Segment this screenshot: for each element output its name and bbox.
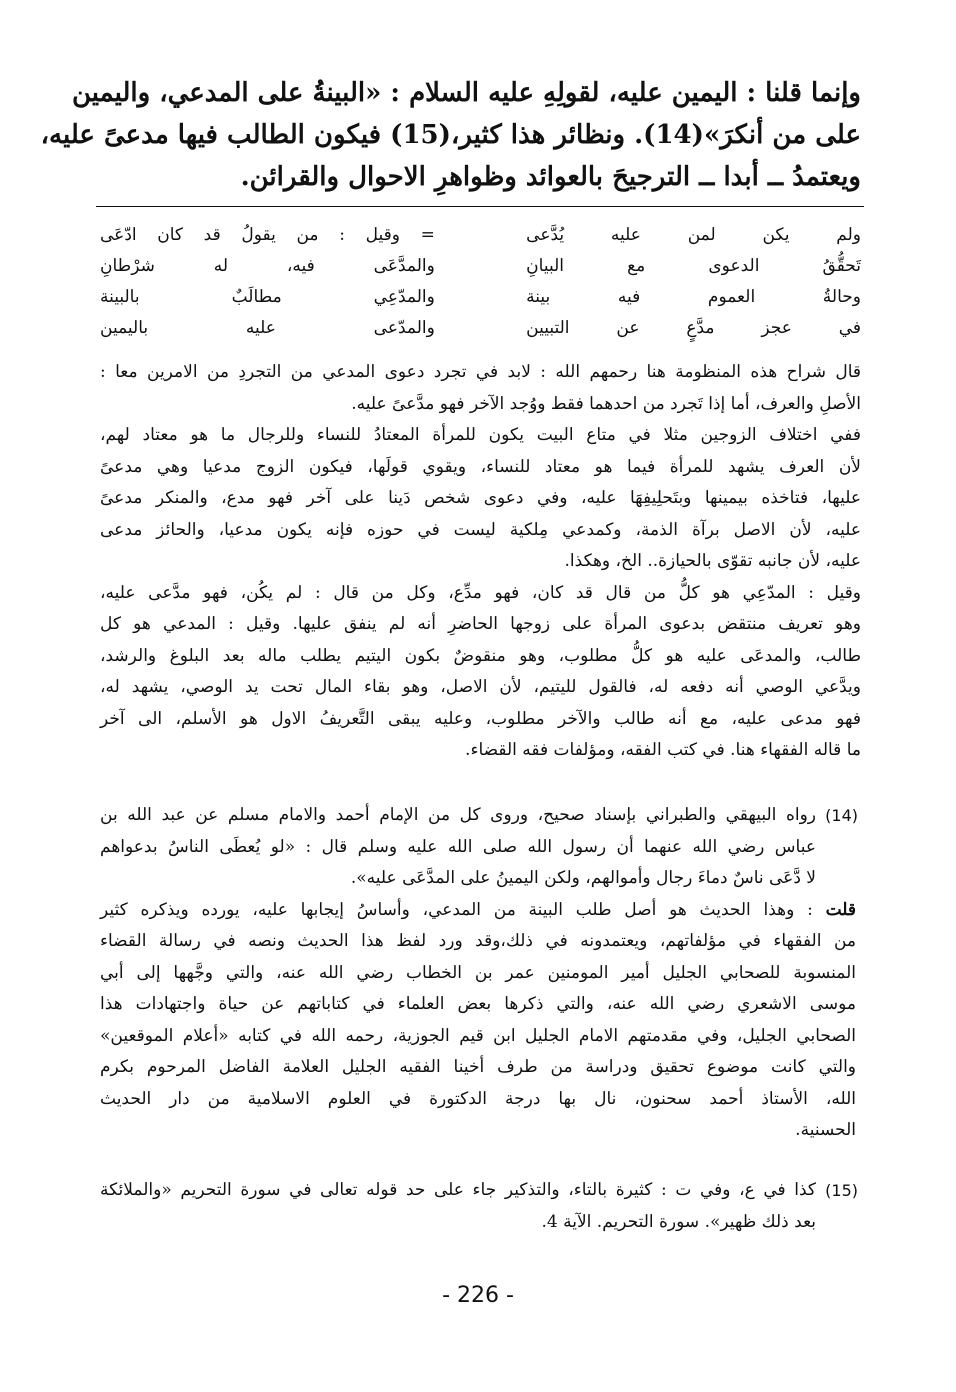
commentary <box>100 357 861 767</box>
verse-right-hemistich: = وقيل : من يقولُ قد كان ادّعَى <box>100 225 435 245</box>
verse-right-hemistich: والمدّعى عليه باليمين <box>100 318 435 338</box>
footnote-text <box>100 800 816 895</box>
main-text-line: وإنما قلنا : اليمين عليه، لقولِهِ عليه السلام : «البينةُ على المدعي، واليمين <box>71 78 861 108</box>
qult-label: قلت <box>825 899 857 920</box>
qult-note <box>100 895 856 1147</box>
text-line: ويدَّعي الوصي أنه دفعه له، فالقول لليتيم، لأن الاصل، وهو بقاء المال تحت يد الوصي، يشهد له، <box>100 677 861 697</box>
text-line: وقيل : المدّعِي هو كلُّ من قال قد كان، فهو مدِّع، وكل من قال : لم يكُن، فهو مدَّعى عليه، <box>100 582 861 603</box>
text-line: الحسنية. <box>795 1120 856 1140</box>
footnote-14 <box>100 800 856 1147</box>
text-line: فهو مدعى عليه، مع أنه طالب والآخر مطلوب، وعليه يبقى التَّعريفُ الاول هو الأسلم، الى آخر <box>100 708 861 729</box>
text-line: موسى الاشعري رضي الله عنه، والتي ذكرها بعض العلماء في كتاباتهم عن حياة واجتهادات هذا <box>100 994 856 1014</box>
page-number: - 226 - <box>442 1283 514 1308</box>
text-line: عليها، فتاخذه بيمينها وبتَحلِيفِهَا عليه، وفي دعوى شخص دَينا على آخر فهو مدع، والمنكر مدعىً <box>100 488 861 508</box>
footnote-text <box>100 1175 816 1238</box>
verse-left-hemistich: تَحقُّقُ الدعوى مع البيانِ <box>526 256 861 276</box>
text-line: لا دَّعَى ناسٌ دماءَ رجال وأموالهم، ولكن اليمينُ على المدَّعَى عليه». <box>350 868 816 888</box>
text-line: لأن العرف يشهد للمرأة فيما هو معتاد للنساء، ويقوي قولَها، فيكون الزوج مدعيا وهي مدعىً <box>100 456 861 477</box>
text-line: الأصلِ والعرف، أما إذا تَجرد من احدهما فقط ووُجد الآخر فهو مدَّعىً عليه. <box>351 393 861 414</box>
verse-left-hemistich: ولم يكن لمن عليه يُدَّعى <box>526 225 861 245</box>
commentary-paragraph <box>100 578 861 767</box>
verse-left-hemistich: وحالةُ العموم فيه بينة <box>526 287 861 307</box>
text-line: عليه، لأن الاصل برآة الذمة، وكمدعي مِلكية ليست في حوزه فإنه يكون مدعيا، والحائز مدعى <box>100 519 861 540</box>
footnote-15 <box>100 1175 856 1238</box>
text-line: عليه، لأن جانبه تقوّى بالحيازة.. الخ، وهكذا. <box>564 551 861 571</box>
main-text-line: على من أنكرَ»(14). ونظائر هذا كثير،(15) فيكون الطالب فيها مدعىً عليه، <box>40 120 861 150</box>
main-text <box>40 72 861 198</box>
text-line: والتي كانت موضوع تحقيق ودراسة من طرف أخينا الفقيه الجليل العلامة الفاضل المرحوم بكرم <box>100 1057 856 1077</box>
verse-left-hemistich: في عجز مدَّعٍ عن التبيين <box>526 318 861 338</box>
verse-row <box>100 251 861 282</box>
text-line: طالب، والمدعَى عليه هو كلُّ مطلوب، وهو منقوضٌ بكون اليتيم يطلب ماله بعد البلوغ والرشد، <box>100 645 861 666</box>
verse-row <box>100 313 861 344</box>
verse-right-hemistich: والمدَّعَى فيه، له شرْطانِ <box>100 256 435 276</box>
text-line: رواه البيهقي والطبراني بإسناد صحيح، وروى كل من الإمام أحمد والامام مسلم عن عبد الله بن <box>100 805 816 825</box>
main-text-line: ويعتمدُ ــ أبدا ــ الترجيحَ بالعوائد وظواهرِ الاحوال والقرائن. <box>240 162 861 192</box>
qult-first-line: : وهذا الحديث هو أصل طلب البينة من المدعي، وأساسُ إيجابها عليه، يورده ويذكره كثير <box>100 899 813 920</box>
text-line: الصحابي الجليل، وفي مقدمتهم الامام الجليل ابن قيم الجوزية، رحمه الله في كتابه «أعلام الموقعين» <box>100 1025 856 1046</box>
verse-row <box>100 220 861 251</box>
text-line: قال شراح هذه المنظومة هنا رحمهم الله : لابد في تجرد دعوى المدعي من التجردِ من الامرين معا : <box>100 362 861 382</box>
text-line: ففي اختلاف الزوجين مثلا في متاع البيت يكون للمرأة المعتادُ للنساء وللرجال ما هو معتاد لهم، <box>100 425 861 445</box>
commentary-paragraph <box>100 357 861 420</box>
verse-block <box>100 220 861 344</box>
text-line: الله، الأستاذ أحمد سحنون، نال بها درجة الدكتورة في العلوم الاسلامية من دار الحديث <box>100 1088 856 1109</box>
text-line: من الفقهاء في مؤلفاتهم، ويعتمدونه في ذلك،وقد ورد لفظ هذا الحديث ونصه في رسالة القضاء <box>100 931 856 951</box>
footnote-number: (15) <box>825 1181 858 1200</box>
text-line: كذا في ع، وفي ت : كثيرة بالتاء، والتذكير جاء على حد قوله تعالى في سورة التحريم «والملائكة <box>100 1180 816 1200</box>
text-line: ما قاله الفقهاء هنا. في كتب الفقه، ومؤلفات فقه القضاء. <box>465 740 861 760</box>
commentary-paragraph <box>100 420 861 578</box>
verse-row <box>100 282 861 313</box>
text-line: بعد ذلك ظهير». سورة التحريم. الآية 4. <box>541 1211 816 1232</box>
verse-right-hemistich: والمدّعِي مطالَبٌ بالبينة <box>100 287 435 307</box>
footnote-number: (14) <box>825 806 858 825</box>
text-line: عباس رضي الله عنهما أن رسول الله صلى الله عليه وسلم قال : «لو يُعطَى الناسُ بدعواهم <box>100 836 816 857</box>
text-line: وهو تعريف منتقض بدعوى المرأة على زوجها الحاضرِ أنه لم ينفق عليها. وقيل : المدعي هو كل <box>100 614 861 634</box>
separator-rule <box>96 206 864 207</box>
text-line: المنسوبة للصحابي الجليل أمير المومنين عمر بن الخطاب رضي الله عنه، والتي وجَّهها إلى أبي <box>100 962 856 983</box>
text-line <box>100 895 856 927</box>
